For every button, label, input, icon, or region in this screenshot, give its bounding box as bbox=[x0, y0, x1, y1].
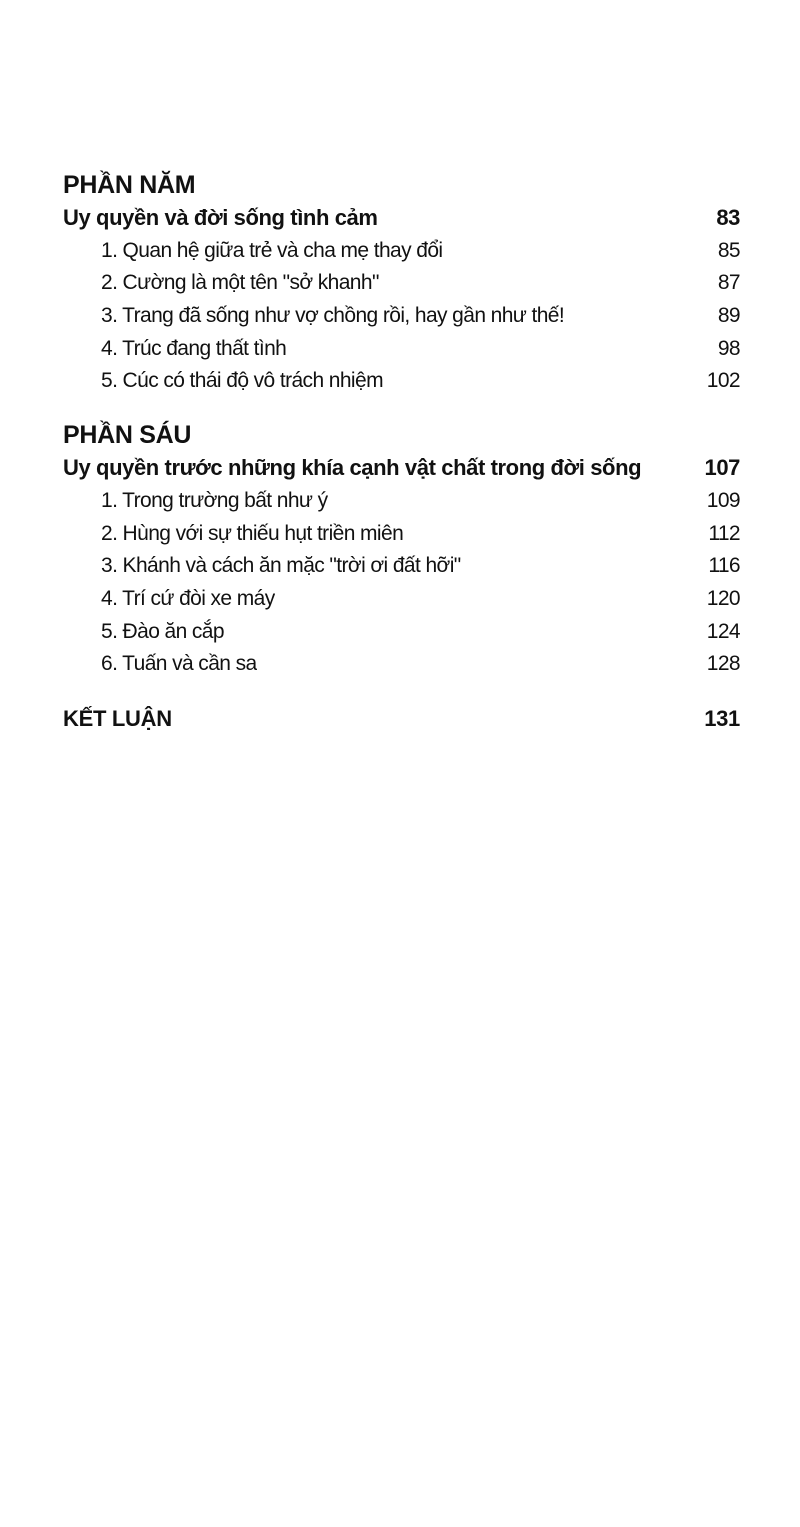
conclusion-page: 131 bbox=[704, 705, 740, 731]
toc-entry-label: 1. Trong trường bất như ý bbox=[101, 488, 328, 512]
toc-entry-label: 2. Hùng với sự thiếu hụt triền miên bbox=[101, 521, 404, 545]
toc-entry bbox=[63, 550, 740, 583]
toc-entry-page: 89 bbox=[717, 304, 740, 328]
toc-entry bbox=[63, 267, 740, 300]
toc-entry-label: 5. Đào ăn cắp bbox=[101, 619, 224, 643]
part-heading bbox=[63, 452, 740, 485]
toc-entry-page: 98 bbox=[717, 336, 740, 360]
part-heading-label: Uy quyền và đời sống tình cảm bbox=[63, 205, 378, 230]
toc-entry-page: 124 bbox=[706, 619, 740, 643]
toc-entry-label: 3. Trang đã sống như vợ chồng rồi, hay gần như thế! bbox=[101, 304, 565, 328]
toc-entry bbox=[63, 333, 740, 366]
toc-entry bbox=[63, 485, 740, 518]
toc-entry-label: 4. Trúc đang thất tình bbox=[101, 336, 287, 360]
toc-entry bbox=[63, 235, 740, 268]
conclusion-entry bbox=[63, 703, 740, 736]
toc-entry-label: 3. Khánh và cách ăn mặc "trời ơi đất hỡi" bbox=[101, 554, 461, 578]
toc-entry-label: 2. Cường là một tên "sở khanh" bbox=[101, 271, 379, 295]
part-title: PHẦN NĂM bbox=[63, 171, 196, 199]
toc-entry-label: 4. Trí cứ đòi xe máy bbox=[101, 586, 275, 610]
toc-entry-page: 116 bbox=[708, 554, 740, 578]
part-heading-page: 83 bbox=[716, 205, 740, 230]
conclusion-label: KẾT LUẬN bbox=[63, 705, 172, 731]
toc-entry-page: 87 bbox=[717, 271, 740, 295]
toc-entry-page: 120 bbox=[706, 586, 740, 610]
part-title: PHẦN SÁU bbox=[63, 421, 192, 450]
toc-entry bbox=[63, 365, 740, 398]
toc-entry-page: 109 bbox=[706, 488, 740, 512]
part-heading bbox=[63, 202, 740, 235]
toc-entry-page: 102 bbox=[706, 369, 740, 393]
toc-entry bbox=[63, 300, 740, 333]
part-heading-page: 107 bbox=[704, 455, 740, 481]
toc-entry-page: 128 bbox=[706, 652, 740, 676]
toc-entry bbox=[63, 616, 740, 649]
toc-part-6 bbox=[63, 418, 740, 681]
toc-conclusion bbox=[63, 703, 740, 736]
toc-entry-page: 112 bbox=[708, 521, 740, 545]
part-heading-label: Uy quyền trước những khía cạnh vật chất trong đời sống bbox=[63, 455, 642, 481]
table-of-contents bbox=[63, 168, 740, 736]
toc-entry bbox=[63, 518, 740, 551]
toc-entry-label: 5. Cúc có thái độ vô trách nhiệm bbox=[101, 369, 383, 393]
toc-entry-label: 6. Tuấn và cần sa bbox=[101, 652, 257, 676]
toc-entry bbox=[63, 648, 740, 681]
toc-entry-label: 1. Quan hệ giữa trẻ và cha mẹ thay đổi bbox=[101, 238, 443, 262]
toc-entry bbox=[63, 583, 740, 616]
toc-entry-page: 85 bbox=[717, 238, 740, 262]
toc-part-5 bbox=[63, 168, 740, 398]
